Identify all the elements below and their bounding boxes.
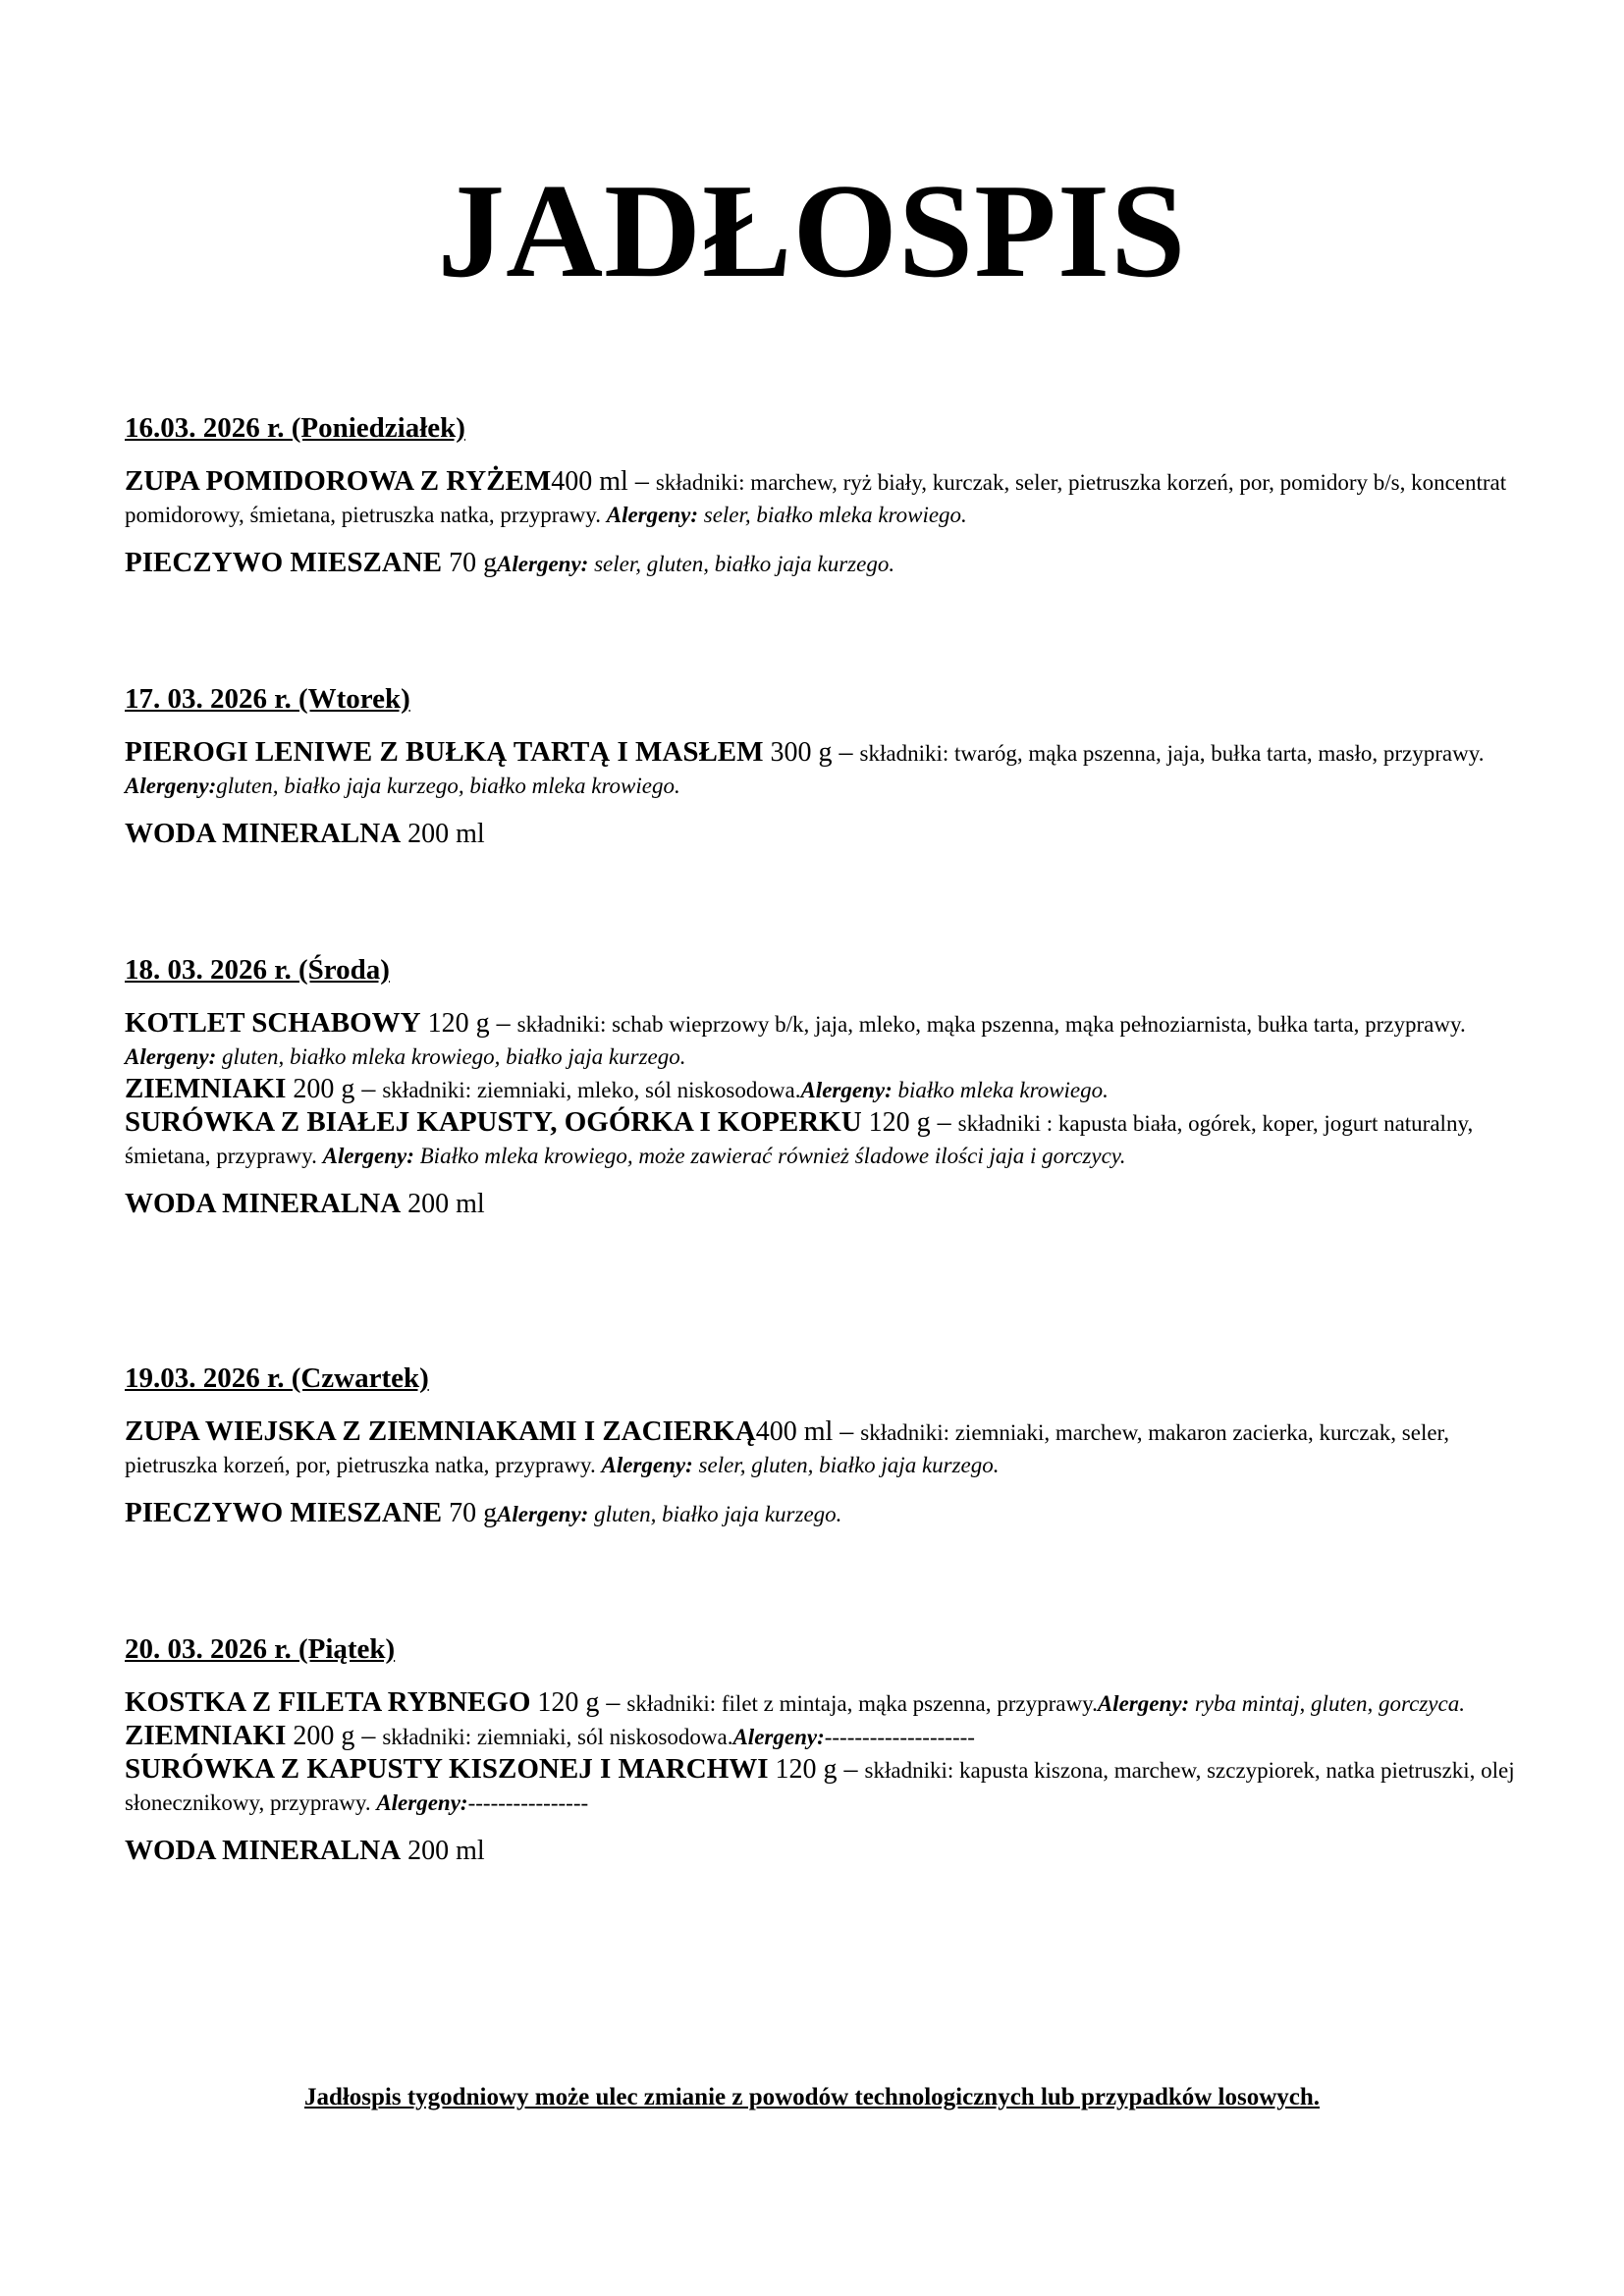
dish-item [125, 1835, 1519, 1868]
dish-amount: 70 g [442, 548, 498, 578]
dish-dash: – [354, 1721, 383, 1751]
dish-amount: 200 ml [401, 819, 485, 849]
allergen-label: Alergeny: [322, 1144, 414, 1168]
dish-ingredients: składniki: filet z mintaja, mąka pszenna, przyprawy. [626, 1691, 1098, 1716]
dish-item [125, 1753, 1519, 1819]
dish-item [125, 1720, 1519, 1753]
dish-dash: – [832, 737, 860, 768]
dish-amount: 120 g [420, 1008, 490, 1039]
dish-ingredients: składniki: schab wieprzowy b/k, jaja, mleko, mąka pszenna, mąka pełnoziarnista, bułka tarta, przyprawy. [516, 1012, 1466, 1037]
dish-ingredients: składniki: ziemniaki, mleko, sól niskosodowa. [382, 1078, 801, 1102]
dish-name: ZUPA POMIDOROWA Z RYŻEM [125, 465, 552, 497]
dish-ingredients: składniki: twaróg, mąka pszenna, jaja, bułka tarta, masło, przyprawy. [859, 741, 1485, 766]
footer-note: Jadłospis tygodniowy może ulec zmianie z powodów technologicznych lub przypadków losowych. [303, 2084, 1321, 2110]
dish-item [125, 1007, 1519, 1073]
dish-amount: 120 g [530, 1687, 600, 1718]
dish-item [125, 1497, 1519, 1530]
dish-name: KOTLET SCHABOWY [125, 1007, 421, 1039]
allergen-list: seler, gluten, białko jaja kurzego. [692, 1453, 1000, 1477]
allergen-label: Alergeny: [732, 1725, 825, 1749]
dish-amount: 120 g [768, 1754, 838, 1785]
dish-amount: 200 g [286, 1074, 355, 1104]
allergen-list: -------------------- [824, 1725, 975, 1749]
allergen-list: gluten, białko jaja kurzego. [588, 1502, 842, 1526]
allergen-label: Alergeny: [606, 503, 698, 527]
day-section-monday [125, 410, 1519, 580]
dish-amount: 200 ml [401, 1836, 485, 1866]
allergen-list: białko mleka krowiego. [892, 1078, 1109, 1102]
dish-ingredients: składniki : kapusta biała, ogórek, koper, jogurt naturalny, śmietana, przyprawy. [125, 1111, 1474, 1168]
dish-ingredients: składniki: ziemniaki, marchew, makaron zacierka, kurczak, seler, pietruszka korzeń, por, pietruszka natka, przyprawy. [125, 1420, 1450, 1477]
dish-name: KOSTKA Z FILETA RYBNEGO [125, 1686, 531, 1718]
dish-dash: – [354, 1074, 383, 1104]
allergen-label: Alergeny: [376, 1790, 468, 1815]
day-heading: 16.03. 2026 r. (Poniedziałek) [125, 412, 465, 444]
dish-dash: – [489, 1008, 517, 1039]
dish-item [125, 1106, 1519, 1172]
allergen-label: Alergeny: [125, 1044, 217, 1069]
dish-ingredients: składniki: kapusta kiszona, marchew, szczypiorek, natka pietruszki, olej słonecznikowy, przyprawy. [125, 1758, 1515, 1815]
allergen-list: ---------------- [467, 1790, 589, 1815]
day-heading: 18. 03. 2026 r. (Środa) [125, 954, 390, 986]
dish-item [125, 818, 1519, 851]
dish-item [125, 1188, 1519, 1221]
dish-name: WODA MINERALNA [125, 818, 402, 849]
dish-name: ZIEMNIAKI [125, 1073, 287, 1104]
dish-dash: – [837, 1754, 865, 1785]
dish-name: WODA MINERALNA [125, 1188, 402, 1219]
dish-amount: 400 ml [755, 1416, 834, 1447]
dish-dash: – [833, 1416, 861, 1447]
dish-dash: – [930, 1107, 958, 1138]
dish-ingredients: składniki: ziemniaki, sól niskosodowa. [382, 1725, 733, 1749]
dish-dash: – [627, 466, 656, 497]
dish-name: PIECZYWO MIESZANE [125, 547, 443, 578]
dish-amount: 200 g [286, 1721, 355, 1751]
dish-amount: 400 ml [551, 466, 628, 497]
dish-item [125, 1686, 1519, 1720]
dish-name: WODA MINERALNA [125, 1835, 402, 1866]
dish-item [125, 465, 1519, 531]
day-heading: 19.03. 2026 r. (Czwartek) [125, 1362, 429, 1394]
allergen-list: gluten, białko mleka krowiego, białko jaja kurzego. [216, 1044, 686, 1069]
dish-dash: – [599, 1687, 627, 1718]
allergen-label: Alergeny: [601, 1453, 693, 1477]
dish-amount: 200 ml [401, 1189, 485, 1219]
allergen-list: seler, białko mleka krowiego. [698, 503, 967, 527]
dish-name: ZIEMNIAKI [125, 1720, 287, 1751]
dish-item [125, 1073, 1519, 1106]
dish-item [125, 547, 1519, 580]
page-title: JADŁOSPIS [437, 156, 1187, 305]
dish-item [125, 736, 1519, 802]
day-heading: 20. 03. 2026 r. (Piątek) [125, 1633, 396, 1665]
allergen-list: seler, gluten, białko jaja kurzego. [588, 552, 895, 576]
allergen-list: ryba mintaj, gluten, gorczyca. [1189, 1691, 1465, 1716]
dish-ingredients: składniki: marchew, ryż biały, kurczak, seler, pietruszka korzeń, por, pomidory b/s, koncentrat pomidorowy, śmietana, pietruszka natka, przyprawy. [125, 470, 1507, 527]
day-section-tuesday [125, 681, 1519, 851]
day-section-thursday [125, 1361, 1519, 1530]
day-section-friday [125, 1631, 1519, 1868]
dish-name: PIECZYWO MIESZANE [125, 1497, 443, 1528]
allergen-list: gluten, białko jaja kurzego, białko mleka krowiego. [216, 774, 680, 798]
day-section-wednesday [125, 952, 1519, 1221]
allergen-label: Alergeny: [1097, 1691, 1190, 1716]
allergen-label: Alergeny: [125, 774, 217, 798]
dish-item [125, 1415, 1519, 1481]
allergen-list: Białko mleka krowiego, może zawierać również śladowe ilości jaja i gorczycy. [413, 1144, 1126, 1168]
allergen-label: Alergeny: [497, 1502, 589, 1526]
dish-name: SURÓWKA Z BIAŁEJ KAPUSTY, OGÓRKA I KOPERKU [125, 1106, 862, 1138]
dish-name: ZUPA WIEJSKA Z ZIEMNIAKAMI I ZACIERKĄ [125, 1415, 756, 1447]
dish-amount: 120 g [861, 1107, 931, 1138]
dish-name: PIEROGI LENIWE Z BUŁKĄ TARTĄ I MASŁEM [125, 736, 764, 768]
dish-name: SURÓWKA Z KAPUSTY KISZONEJ I MARCHWI [125, 1753, 769, 1785]
dish-amount: 300 g [763, 737, 833, 768]
allergen-label: Alergeny: [497, 552, 589, 576]
allergen-label: Alergeny: [800, 1078, 893, 1102]
dish-amount: 70 g [442, 1498, 498, 1528]
day-heading: 17. 03. 2026 r. (Wtorek) [125, 683, 410, 715]
